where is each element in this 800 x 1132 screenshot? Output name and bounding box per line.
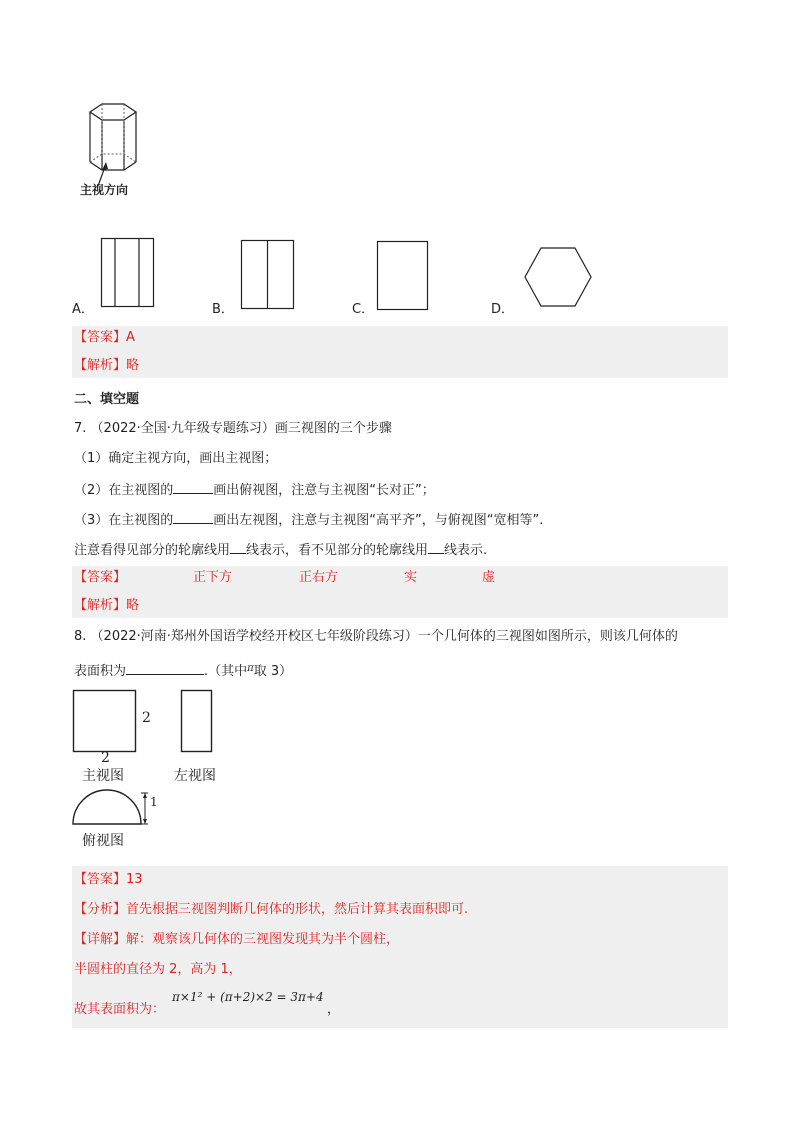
analysis-label: 【解析】 [74,598,127,613]
q7-note [74,539,487,561]
q7-step2 [74,479,435,501]
option-a-label: A． [72,302,94,317]
q8-formula: π×1² + (π+2)×2 = 3π+4 [172,990,324,1004]
q7-stem-text: 画三视图的三个步骤 [274,421,392,436]
q7-source: （2022·全国·九年级专题练习） [90,421,275,436]
analysis-label: 【解析】 [74,358,127,373]
front-view-figure [73,690,137,754]
q7-answer-band [72,566,728,618]
fenxi-value: 首先根据三视图判断几何体的形状，然后计算其表面积即可. [126,902,469,917]
q7-step1: （1）确定主视方向，画出主视图； [74,451,278,466]
front-view-bottom-dim: 2 [101,750,110,766]
front-view-side-dim: 2 [142,710,151,726]
q7-step2-a: （2）在主视图的 [74,483,174,498]
q8-answer-blank[interactable] [126,660,204,675]
q8-source: （2022·河南·郑州外国语学校经开校区七年级阶段练习） [90,629,418,644]
q7-answer-3: 实 [404,570,418,585]
q6-answer-band [72,326,728,378]
q6-answer [74,328,135,348]
q7-step3-a: （3）在主视图的 [74,513,174,528]
q7-blank-3[interactable] [230,539,246,554]
q8-formula-end: ， [327,1002,341,1017]
option-b-figure [241,240,295,310]
q7-analysis [74,596,139,616]
section-title: 二、填空题 [74,392,140,407]
q7-blank-2[interactable] [173,509,213,524]
q7-step3-b: 画出左视图，注意与主视图“高平齐”，与俯视图“宽相等”. [213,513,544,528]
left-view-label: 左视图 [174,768,216,784]
q8-stem-d: 取 3） [253,664,293,679]
q8-stem-line2 [74,659,292,682]
top-view-height-dim: 1 [150,795,158,809]
q8-stem-line1 [74,627,678,647]
q7-note-c: 线表示. [444,543,488,558]
answer-value: 13 [126,872,143,887]
answer-label: 【答案】 [74,872,127,887]
answer-label: 【答案】 [74,330,127,345]
q7-blank-1[interactable] [173,479,213,494]
analysis-value: 略 [126,358,140,373]
q8-answer [74,870,143,890]
q7-note-b: 线表示，看不见部分的轮廓线用 [246,543,429,558]
analysis-value: 略 [126,598,140,613]
option-d-figure [524,247,594,309]
q7-blank-4[interactable] [428,539,444,554]
q7-stem [74,419,392,439]
q8-xiangjie [74,930,399,950]
option-d-label: D． [491,302,515,317]
xiangjie-label: 【详解】 [74,932,127,947]
q7-answer-label: 【答案】 [74,570,127,585]
q8-stem-c: .（其中 [204,664,248,679]
xiangjie-value: 解：观察该几何体的三视图发现其为半个圆柱， [126,932,400,947]
top-view-label: 俯视图 [82,833,124,849]
top-view-figure [72,788,152,830]
pi-symbol: π [247,663,254,674]
q7-answer-1: 正下方 [193,570,233,585]
q7-answer-2: 正右方 [299,570,339,585]
q7-number: 7. [74,421,87,436]
q7-note-a: 注意看得见部分的轮廓线用 [74,543,231,558]
q7-step2-b: 画出俯视图，注意与主视图“长对正”； [213,483,435,498]
option-b-label: B． [212,302,234,317]
option-c-figure [377,241,429,311]
q8-fenxi [74,900,468,920]
view-direction-caption: 主视方向 [80,183,129,197]
q8-stem-b: 表面积为 [74,664,127,679]
q8-detail-line3: 故其表面积为： [74,1002,166,1017]
option-c-label: C． [352,302,375,317]
left-view-figure [181,690,213,754]
q8-number: 8. [74,629,87,644]
q8-stem-a: 一个几何体的三视图如图所示，则该几何体的 [417,629,678,644]
q7-answer-4: 虚 [482,570,496,585]
fenxi-label: 【分析】 [74,902,127,917]
q7-step3 [74,509,543,531]
q6-analysis [74,356,139,376]
hexagonal-prism-figure [80,100,150,180]
answer-value: A [126,330,135,345]
option-a-figure [101,238,155,308]
q8-detail-line2: 半圆柱的直径为 2，高为 1， [74,962,242,977]
front-view-label: 主视图 [82,768,124,784]
